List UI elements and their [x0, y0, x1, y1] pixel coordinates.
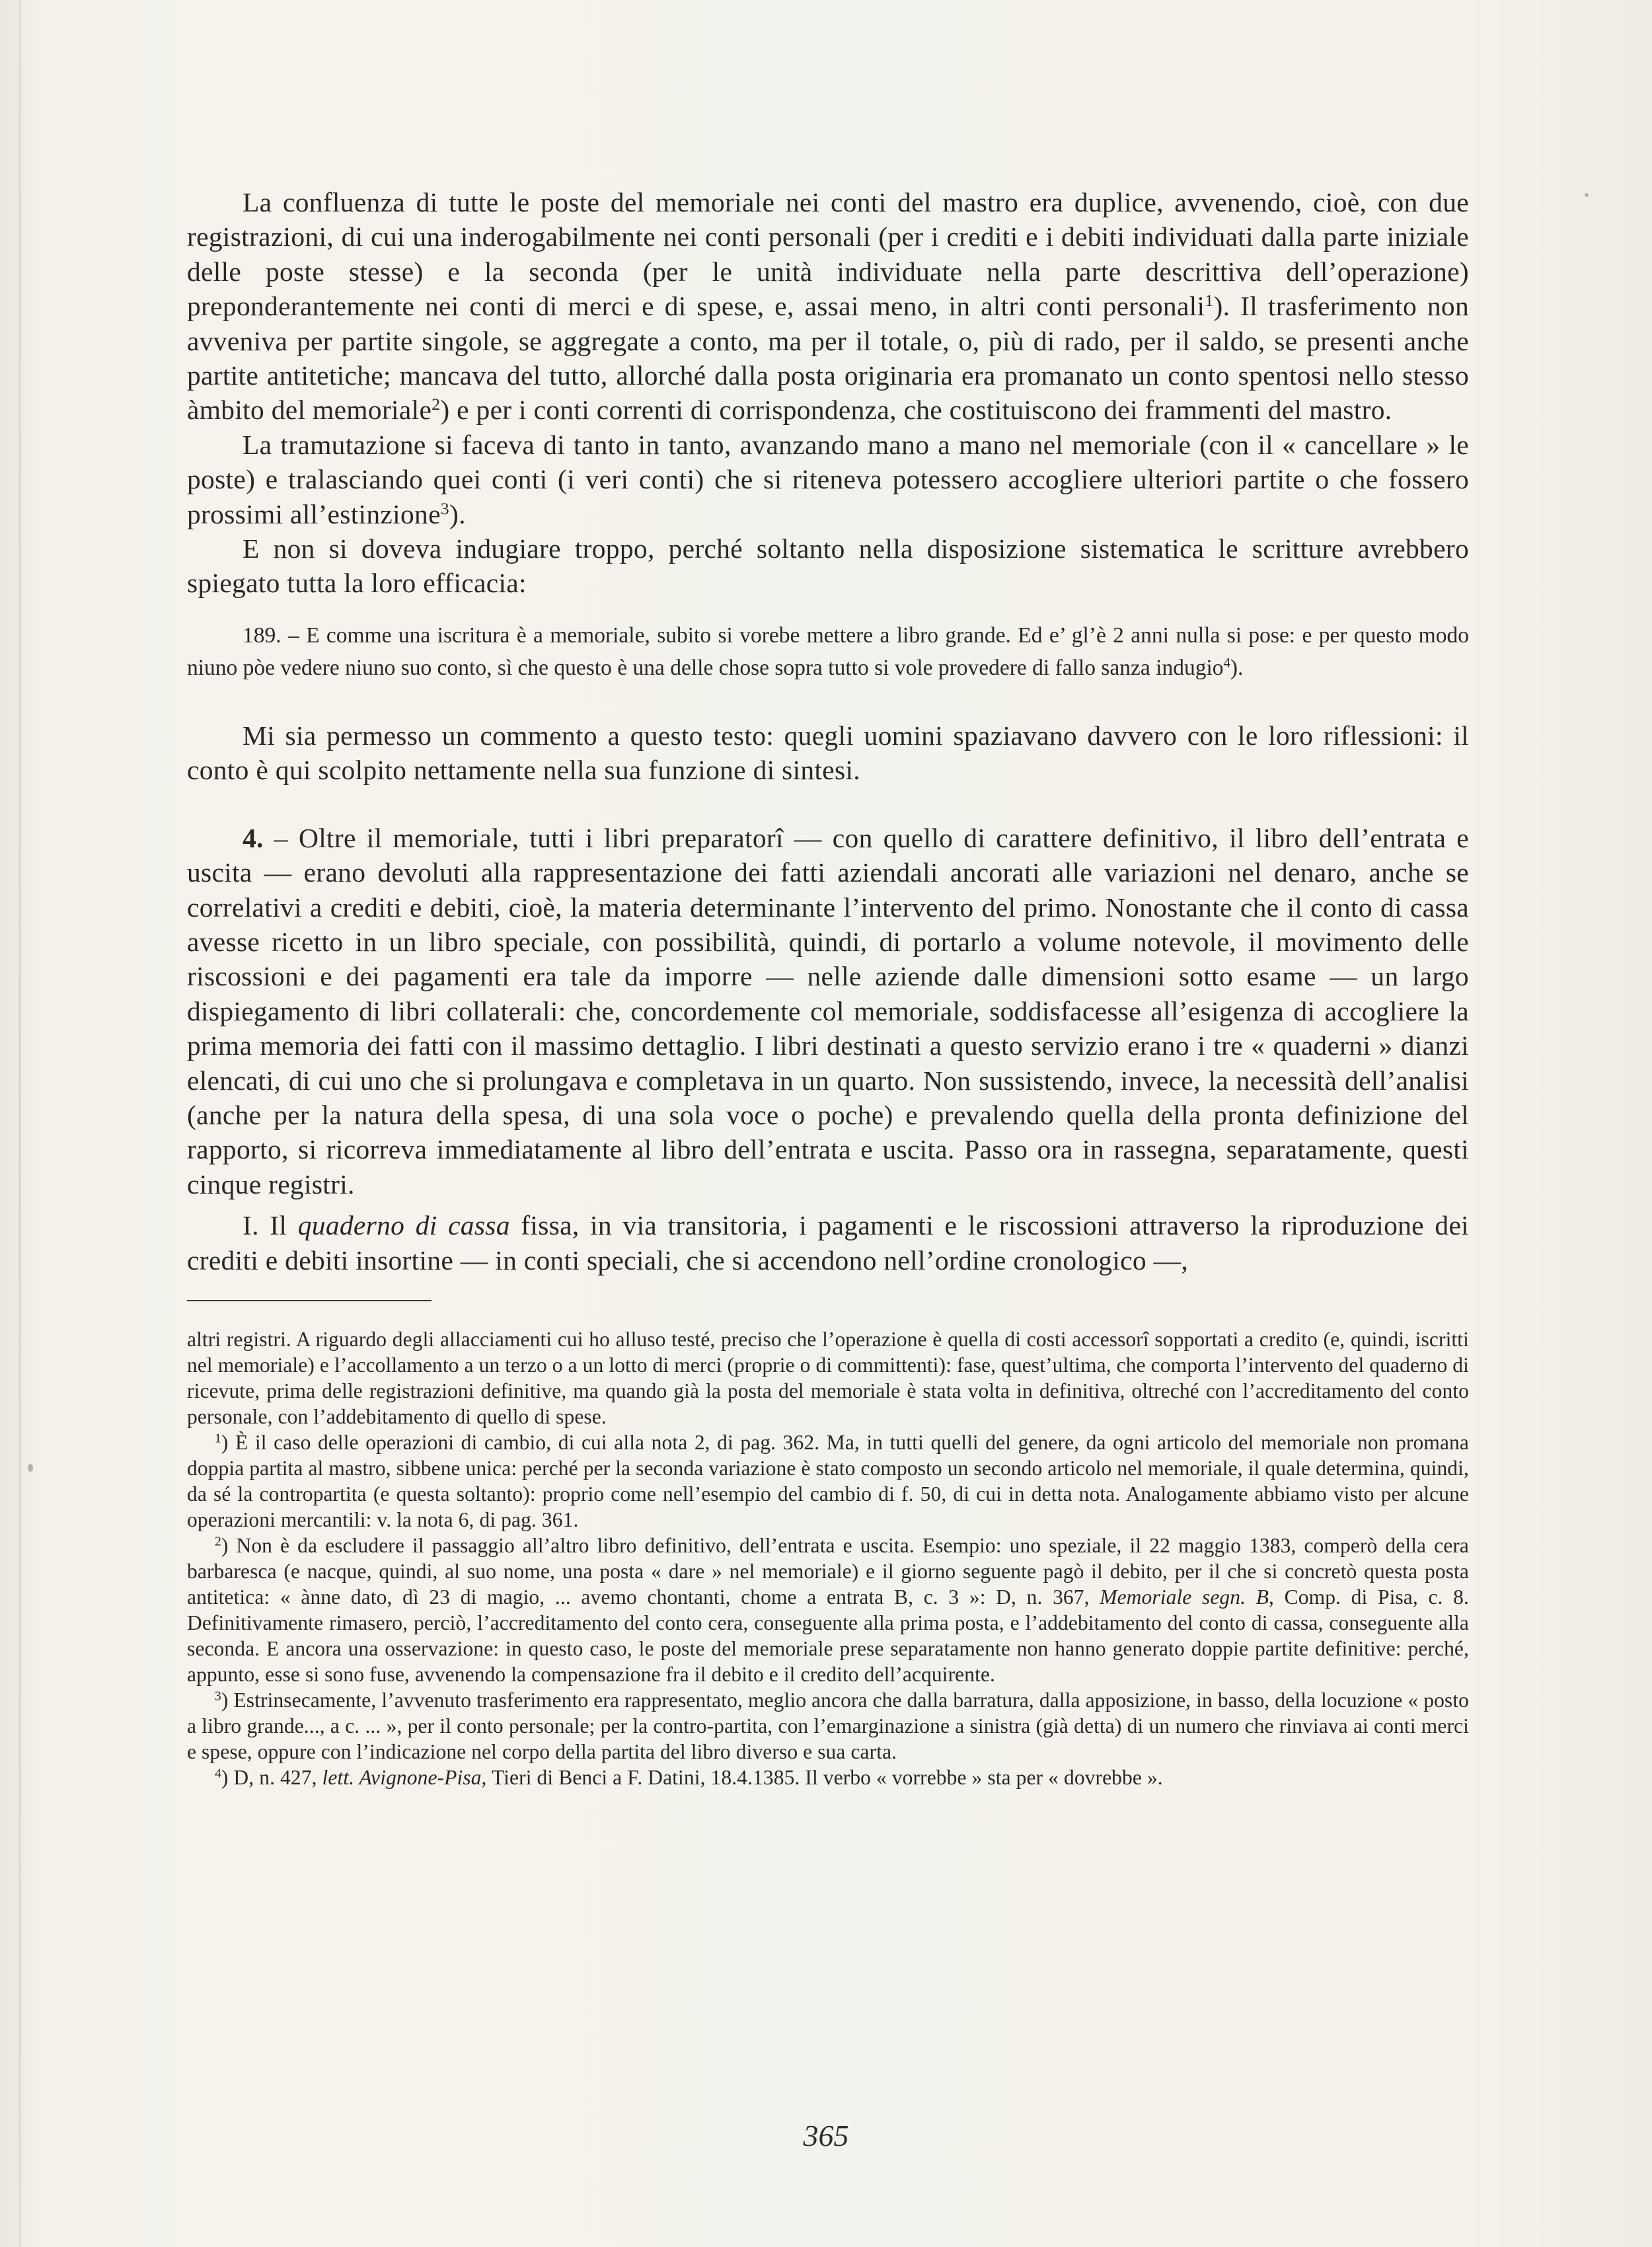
paragraph: La tramutazione si faceva di tanto in tanto, avanzando mano a mano nel memoriale (con il « cancellare » le poste) e tralasciando quei conti (i veri conti) che si riteneva potessero accogliere ulteriori partite o che fossero prossimi all’estinzione$^3$). — [187, 429, 1469, 529]
paper-speck — [28, 1464, 33, 1472]
section-paragraph: 4. – Oltre il memoriale, tutti i libri preparatorî — con quello di carattere definitivo, il libro dell’entrata e uscita — erano devoluti alla rappresentazione dei fatti aziendali ancorati alle variazioni nel denaro, anche se correlativi a crediti e debiti, cioè, la materia determinante l’intervento del primo. Nonostante che il conto di cassa avesse ricetto in un libro speciale, con possibilità, quindi, di portarlo a volume notevole, il movimento delle riscossioni e dei pagamenti era tale da imporre — nelle aziende dalle dimensioni sotto esame — un largo dispiegamento di libri collaterali: che, concordemente col memoriale, soddisfacesse all’esigenza di accogliere la prima memoria dei fatti con il massimo dettaglio. I libri destinati a questo servizio erano i tre « quaderni » dianzi elencati, di cui uno che si prolungava e completava in un quarto. Non sussistendo, invece, la necessità dell’analisi (anche per la natura della spesa, di una sola voce o poche) e prevalendo quella della pronta definizione del rapporto, si ricorreva immediatamente al libro dell’entrata e uscita. Passo ora in rassegna, separatamente, questi cinque registri. — [187, 822, 1469, 1200]
footnote-ref: 1 — [1205, 291, 1214, 311]
page-number: 365 — [803, 2119, 849, 2152]
footnote-separator — [187, 1300, 432, 1301]
footnote-ref: 2 — [432, 395, 441, 414]
footnote: $^3$) Estrinsecamente, l’avvenuto trasferimento era rappresentato, meglio ancora che dalla barratura, dalla apposizione, in basso, della locuzione « posto a libro grande..., a c. ... », per il conto personale; per la contro-partita, con l’emarginazione a sinistra (già detta) di un numero che rinviava ai conti merci e spese, oppure con l’indicazione nel corpo della partita del libro diverso e sua carta. — [187, 1688, 1469, 1763]
quotation: 189. – E comme una iscritura è a memoriale, subito si vorebe mettere a libro grande. Ed e’ gl’è 2 anni nulla si pose: e per questo modo niuno pòe vedere niuno suo conto, sì che questo è una delle chose sopra tutto si vole provedere di fallo sanza indugio$^4$). — [187, 623, 1469, 680]
section-number: 4. — [243, 822, 264, 853]
paper-speck — [1585, 193, 1589, 197]
paragraph: Mi sia permesso un commento a questo testo: quegli uomini spaziavano davvero con le loro riflessioni: il conto è qui scolpito nettamente nella sua funzione di sintesi. — [187, 720, 1469, 786]
footnote-continuation: altri registri. A riguardo degli allacciamenti cui ho alluso testé, preciso che l’operazione è quella di costi accessorî sopportati a credito (e, quindi, iscritti nel memoriale) e l’accollamento a un terzo o a un lotto di merci (proprie o di committenti): fase, quest’ultima, che comporta l’intervento del quaderno di ricevute, prima delle registrazioni definitive, ma quando già la posta del memoriale è stata volta in definitiva, oltreché con l’accreditamento del conto personale, con l’addebitamento di quello di spese. — [187, 1327, 1469, 1428]
footnote-ref: 4 — [1223, 655, 1230, 671]
paragraph: E non si doveva indugiare troppo, perché soltanto nella disposizione sistematica le scritture avrebbero spiegato tutta la loro efficacia: — [187, 533, 1469, 599]
footnote: $^4$) D, n. 427, lett. Avignone-Pisa, Tieri di Benci a F. Datini, 18.4.1385. Il verbo « vorrebbe » sta per « dovrebbe ». — [215, 1765, 1163, 1789]
footnotes — [187, 1326, 1469, 1790]
paragraph: La confluenza di tutte le poste del memoriale nei conti del mastro era duplice, avvenendo, cioè, con due registrazioni, di cui una inderogabilmente nei conti personali (per i crediti e i debiti individuati dalla parte iniziale delle poste stesse) e la seconda (per le unità individuate nella parte descrittiva dell’operazione) preponderantemente nei conti di merci e di spese, e, assai meno, in altri conti personali$^1$). Il trasferimento non avveniva per partite singole, se aggregate a conto, ma per il totale, o, più di rado, per il saldo, se presenti anche partite antitetiche; mancava del tutto, allorché dalla posta originaria era promanato un conto spentosi nello stesso àmbito del memoriale$^2$) e per i conti correnti di corrispondenza, che costituiscono dei frammenti del mastro. — [187, 187, 1470, 426]
paragraph: I. Il quaderno di cassa fissa, in via transitoria, i pagamenti e le riscossioni attraverso la riproduzione dei crediti e debiti insortine — in conti speciali, che si accendono nell’ordine cronologico —, — [187, 1210, 1469, 1276]
main-text — [187, 185, 1469, 1790]
footnote: $^2$) Non è da escludere il passaggio all’altro libro definitivo, dell’entrata e uscita. Esempio: uno speziale, il 22 maggio 1383, comperò della cera barbaresca (e nacque, quindi, al suo nome, una posta « dare » nel memoriale) e il giorno seguente pagò il debito, per il che si concretò questa posta antitetica: « ànne dato, dì 23 di magio, ... avemo chontanti, chome a entrata B, c. 3 »: D, n. 367, Memoriale segn. B, Comp. di Pisa, c. 8. Definitivamente rimasero, perciò, l’accreditamento del conto cera, conseguente alla prima posta, e l’addebitamento del conto di cassa, conseguente alla seconda. E ancora una osservazione: in questo caso, le poste del memoriale prese separatamente non hanno generato doppie partite definitive: perché, appunto, esse si sono fuse, avvenendo la compensazione fra il debito e il credito dell’acquirente. — [187, 1533, 1469, 1686]
binding-edge — [19, 0, 21, 2247]
footnote: $^1$) È il caso delle operazioni di cambio, di cui alla nota 2, di pag. 362. Ma, in tutti quelli del genere, da ogni articolo del memoriale non promana doppia partita al mastro, sibbene unica: perché per la seconda variazione è stato composto un secondo articolo nel memoriale, il quale determina, quindi, da sé la contropartita (e questa soltanto): proprio come nell’esempio del cambio di f. 50, di cui in detta nota. Analogamente abbiamo visto per alcune operazioni mercantili: v. la nota 6, di pag. 361. — [187, 1430, 1469, 1531]
footnote-ref: 3 — [440, 498, 449, 518]
